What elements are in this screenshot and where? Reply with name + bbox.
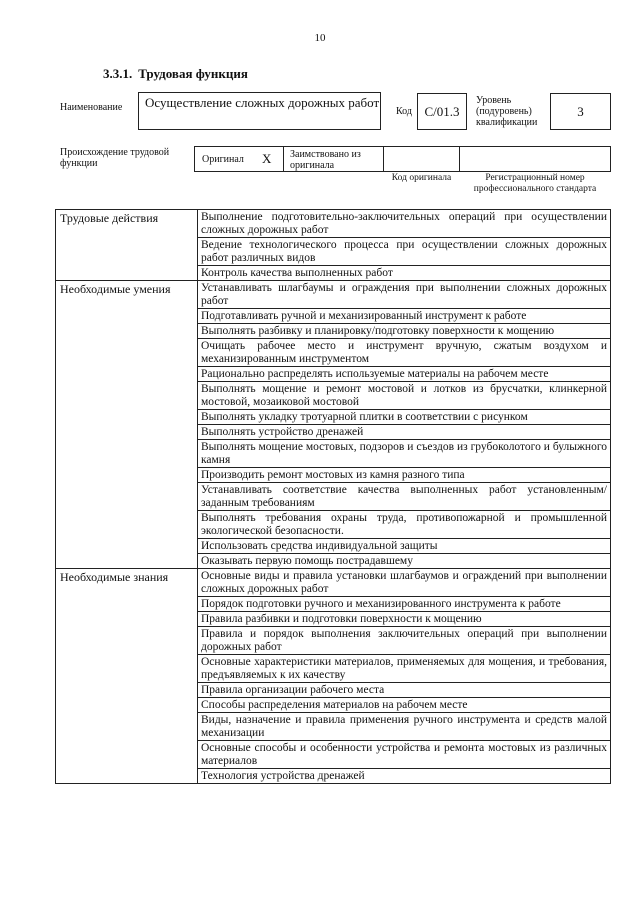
requirement-item: Правила разбивки и подготовки поверхности к мощению [198,612,611,627]
requirement-item: Подготавливать ручной и механизированный инструмент к работе [198,309,611,324]
name-value-box [138,92,381,130]
requirement-item: Порядок подготовки ручного и механизированного инструмента к работе [198,597,611,612]
section-title [103,66,248,82]
category-cell: Необходимые знания [56,569,198,784]
requirement-item: Выполнять разбивку и планировку/подготовку поверхности к мощению [198,324,611,339]
original-code-caption: Код оригинала [391,173,452,183]
borrowed-box [283,146,384,172]
code-value: C/01.3 [424,104,460,119]
registration-number-caption: Регистрационный номер профессионального стандарта [473,173,597,194]
requirement-item: Выполнять устройство дренажей [198,425,611,440]
original-label: Оригинал [202,154,244,165]
level-value: 3 [577,104,584,119]
requirement-item: Правила организации рабочего места [198,683,611,698]
requirement-item: Способы распределения материалов на рабочем месте [198,698,611,713]
requirement-item: Выполнять укладку тротуарной плитки в соответствии с рисунком [198,410,611,425]
requirement-item: Рационально распределять используемые материалы на рабочем месте [198,367,611,382]
requirement-item: Виды, назначение и правила применения ручного инструмента и средств малой механизации [198,713,611,741]
section-number: 3.3.1. [103,66,133,81]
table-row [56,210,611,238]
requirement-item: Устанавливать шлагбаумы и ограждения при выполнении сложных дорожных работ [198,281,611,309]
requirement-item: Оказывать первую помощь пострадавшему [198,554,611,569]
requirement-item: Правила и порядок выполнения заключительных операций при выполнении дорожных работ [198,627,611,655]
level-label: Уровень (подуровень) квалификации [476,95,538,128]
table-row [56,569,611,597]
origin-label: Происхождение трудовой функции [60,147,170,169]
requirement-item: Ведение технологического процесса при осуществлении сложных дорожных работ различных видов [198,238,611,266]
requirement-item: Выполнение подготовительно-заключительных операций при осуществлении сложных дорожных работ [198,210,611,238]
original-mark: X [262,151,272,166]
category-cell: Необходимые умения [56,281,198,569]
category-cell: Трудовые действия [56,210,198,281]
code-value-box [417,93,467,130]
requirement-item: Основные способы и особенности устройства и ремонта мостовых из различных материалов [198,741,611,769]
requirement-item: Выполнять мощение мостовых, подзоров и съездов из грубоколотого и булыжного камня [198,440,611,468]
requirement-item: Использовать средства индивидуальной защиты [198,539,611,554]
requirement-item: Устанавливать соответствие качества выполненных работ установленным/ заданным требованиям [198,483,611,511]
borrowed-label: Заимствовано из оригинала [290,149,361,171]
page-number: 10 [314,32,326,44]
requirement-item: Выполнять требования охраны труда, противопожарной и промышленной экологической безопасности. [198,511,611,539]
name-value: Осуществление сложных дорожных работ [145,95,380,110]
requirement-item: Технология устройства дренажей [198,769,611,784]
requirement-item: Выполнять мощение и ремонт мостовой и лотков из брусчатки, клинкерной мостовой, мозаиковой мостовой [198,382,611,410]
requirement-item: Контроль качества выполненных работ [198,266,611,281]
registration-number-cell [459,146,611,172]
original-code-cell [383,146,460,172]
requirement-item: Очищать рабочее место и инструмент вручную, сжатым воздухом и механизированным инструментом [198,339,611,367]
code-label: Код [396,106,412,117]
requirement-item: Производить ремонт мостовых из камня разного типа [198,468,611,483]
requirements-table [55,209,611,784]
requirement-item: Основные характеристики материалов, применяемых для мощения, и требования, предъявляемых к их качеству [198,655,611,683]
table-row [56,281,611,309]
level-value-box [550,93,611,130]
original-box [194,146,284,172]
name-label: Наименование [60,102,123,113]
requirement-item: Основные виды и правила установки шлагбаумов и ограждений при выполнении сложных дорожных работ [198,569,611,597]
section-title-text: Трудовая функция [138,66,248,81]
